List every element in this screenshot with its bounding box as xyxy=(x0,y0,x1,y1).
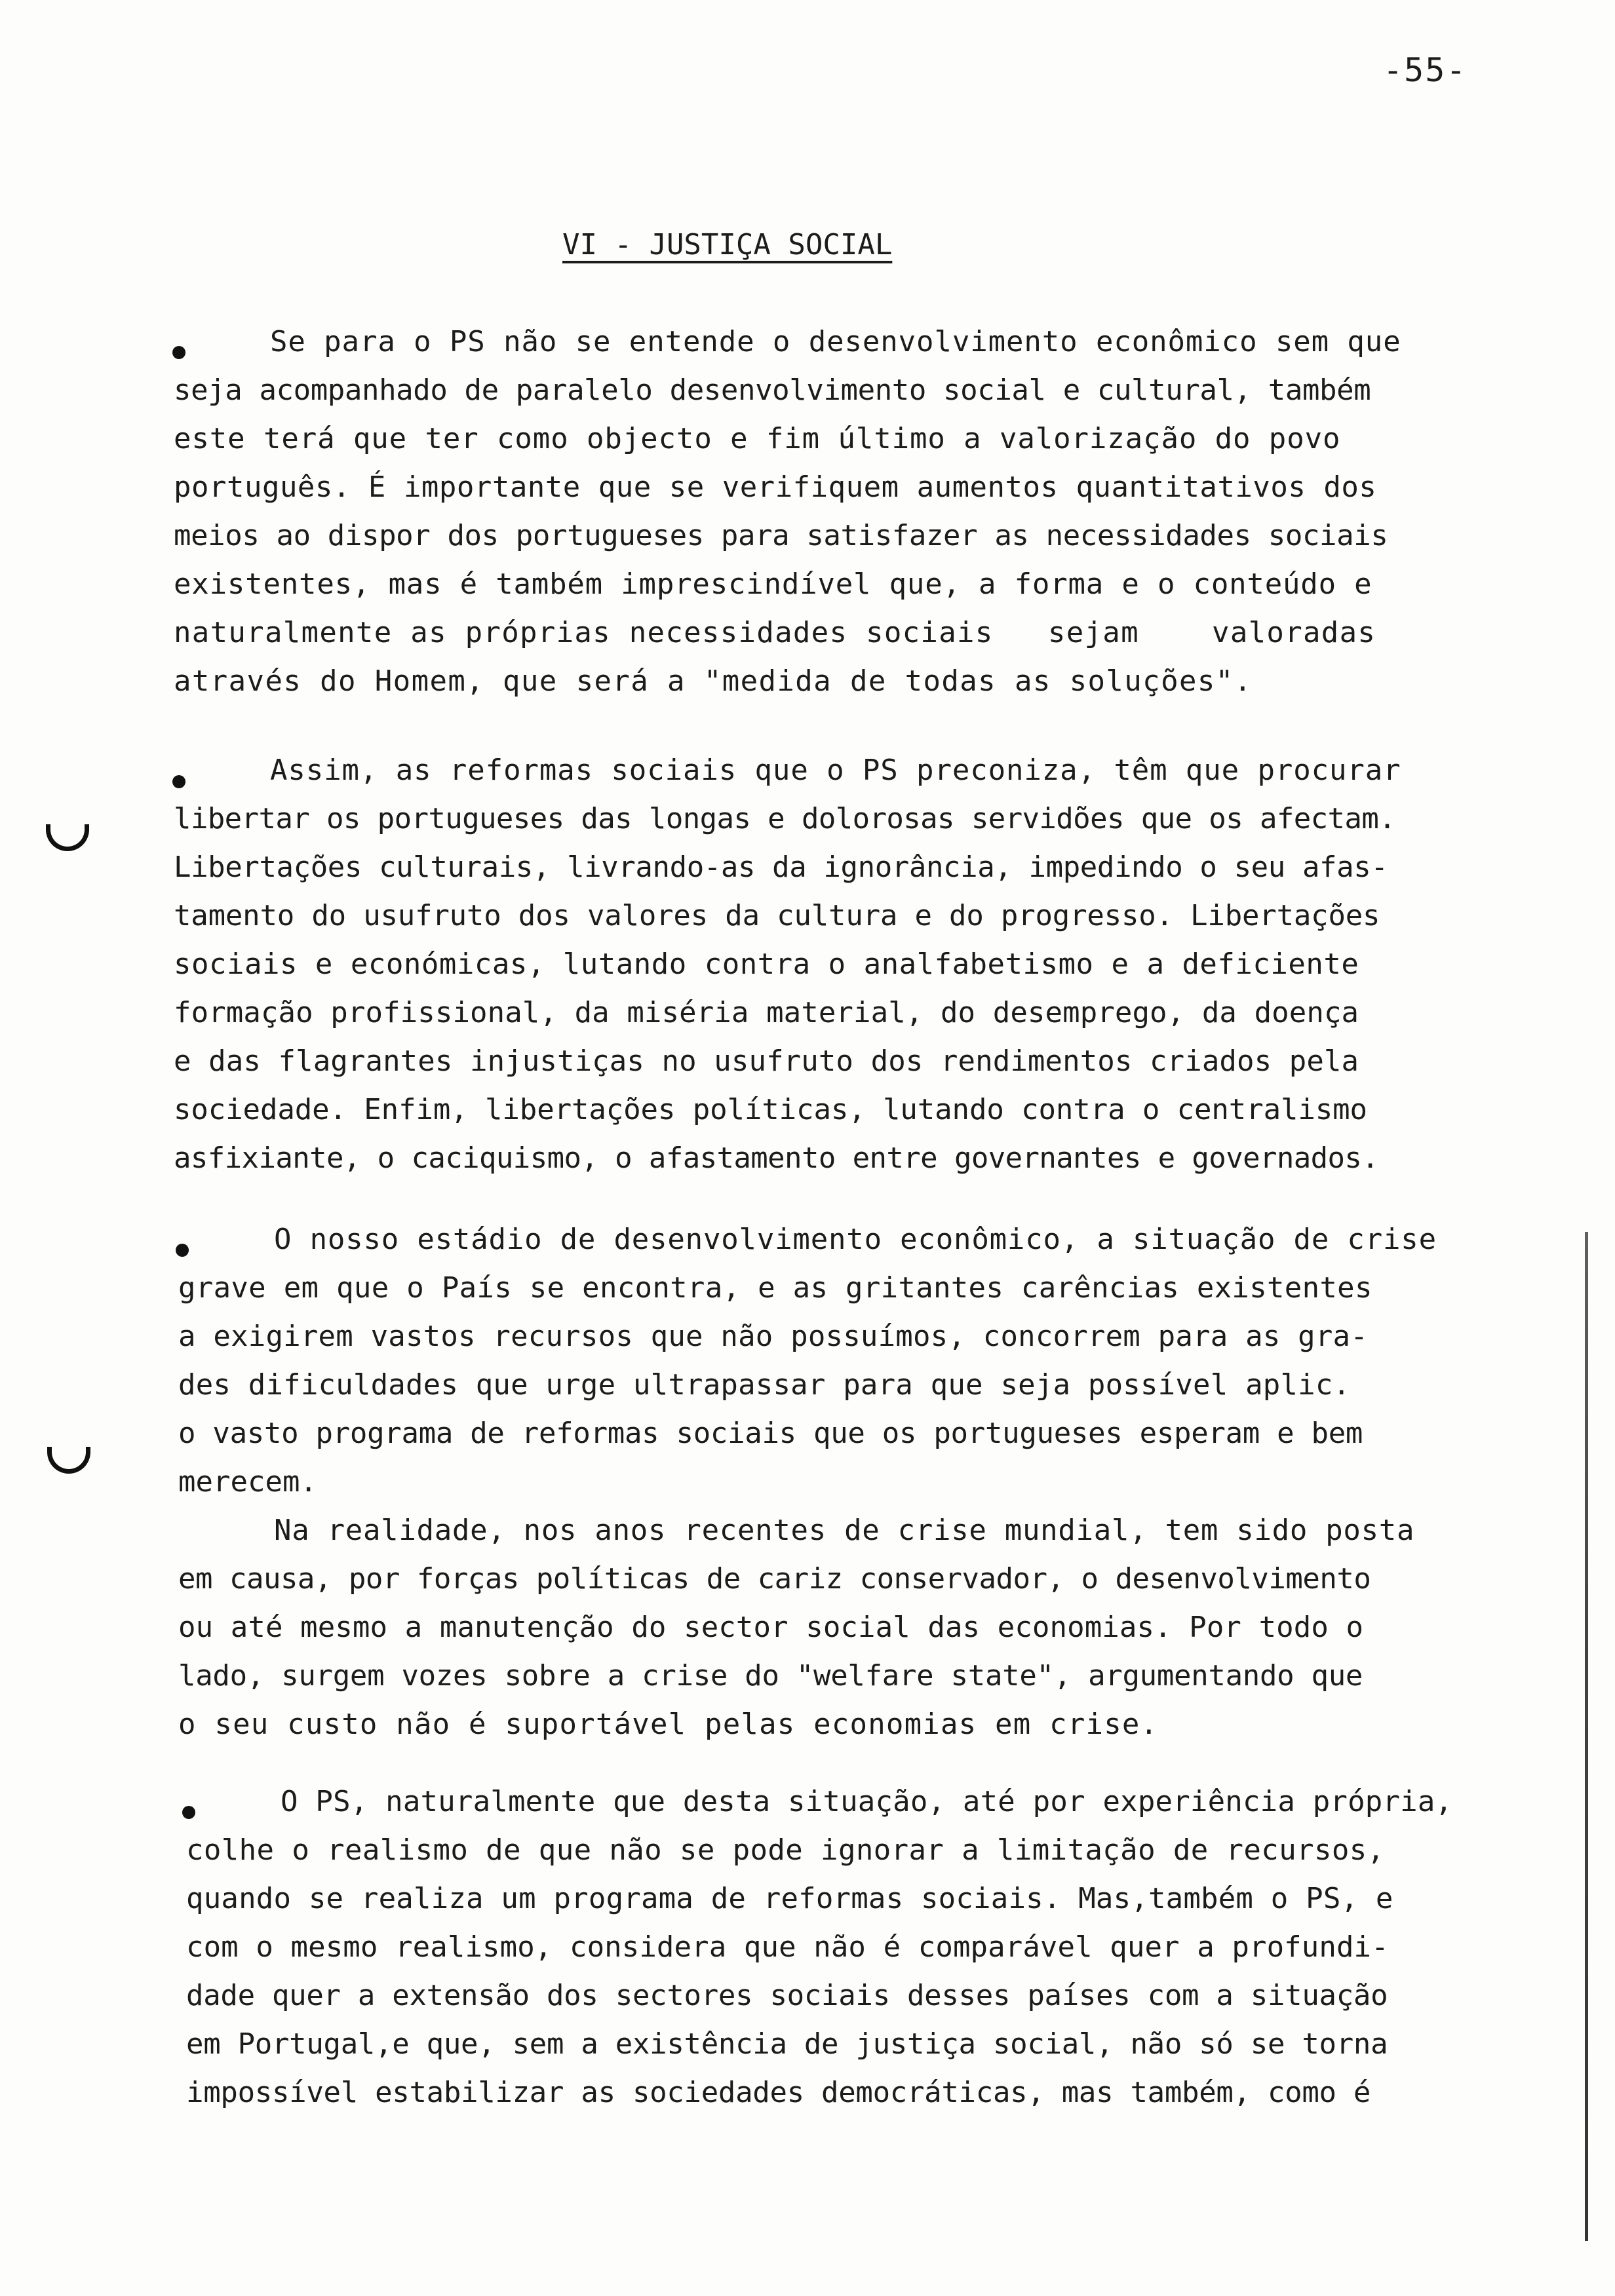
text-line: formação profissional, da miséria material, do desemprego, da doença xyxy=(174,996,1359,1029)
section-title: VI - JUSTIÇA SOCIAL xyxy=(562,228,893,261)
text-line: asfixiante, o caciquismo, o afastamento entre governantes e governados. xyxy=(174,1141,1379,1175)
text-line: O nosso estádio de desenvolvimento econômico, a situação de crise xyxy=(274,1223,1437,1256)
text-line: ou até mesmo a manutenção do sector social das economias. Por todo o xyxy=(178,1611,1364,1644)
text-line: dade quer a extensão dos sectores sociais desses países com a situação xyxy=(186,1979,1388,2012)
margin-mark-icon xyxy=(47,1447,90,1474)
text-line: Assim, as reformas sociais que o PS preconiza, têm que procurar xyxy=(270,754,1401,787)
text-line: em Portugal,e que, sem a existência de justiça social, não só se torna xyxy=(186,2027,1388,2061)
text-line: existentes, mas é também imprescindível que, a forma e o conteúdo e xyxy=(174,567,1372,601)
bullet-icon xyxy=(172,775,185,788)
text-line: naturalmente as próprias necessidades sociais sejam valoradas xyxy=(174,616,1376,649)
scan-edge-divider xyxy=(1585,1232,1588,2241)
bullet-icon xyxy=(172,346,185,359)
text-line: merecem. xyxy=(178,1465,317,1499)
text-line: Se para o PS não se entende o desenvolvimento econômico sem que xyxy=(270,325,1401,358)
text-line: quando se realiza um programa de reformas sociais. Mas,também o PS, e xyxy=(186,1882,1393,1915)
text-line: lado, surgem vozes sobre a crise do "welfare state", argumentando que xyxy=(178,1659,1363,1693)
text-line: em causa, por forças políticas de cariz conservador, o desenvolvimento xyxy=(178,1562,1371,1596)
text-line: português. É importante que se verifiquem aumentos quantitativos dos xyxy=(174,470,1377,504)
text-line: impossível estabilizar as sociedades democráticas, mas também, como é xyxy=(186,2076,1371,2109)
text-line: libertar os portugueses das longas e dolorosas servidões que os afectam. xyxy=(174,802,1396,835)
text-line: sociedade. Enfim, libertações políticas, lutando contra o centralismo xyxy=(174,1093,1367,1126)
text-line: seja acompanhado de paralelo desenvolvimento social e cultural, também xyxy=(174,373,1371,407)
text-line: o vasto programa de reformas sociais que os portugueses esperam e bem xyxy=(178,1417,1363,1450)
text-line: Libertações culturais, livrando-as da ignorância, impedindo o seu afas- xyxy=(174,851,1388,884)
margin-mark-icon xyxy=(46,824,89,851)
text-line: meios ao dispor dos portugueses para satisfazer as necessidades sociais xyxy=(174,519,1388,552)
text-line: através do Homem, que será a "medida de todas as soluções". xyxy=(174,664,1253,698)
text-line: colhe o realismo de que não se pode ignorar a limitação de recursos, xyxy=(186,1833,1385,1867)
text-line: des dificuldades que urge ultrapassar para que seja possível aplic. xyxy=(178,1368,1351,1402)
text-line: sociais e económicas, lutando contra o analfabetismo e a deficiente xyxy=(174,947,1359,981)
text-line: grave em que o País se encontra, e as gritantes carências existentes xyxy=(178,1271,1372,1305)
page-number: -55- xyxy=(1383,51,1468,89)
text-line: a exigirem vastos recursos que não possuímos, concorrem para as gra- xyxy=(178,1320,1368,1353)
text-line: Na realidade, nos anos recentes de crise mundial, tem sido posta xyxy=(274,1514,1415,1547)
text-line: este terá que ter como objecto e fim último a valorização do povo xyxy=(174,422,1341,455)
bullet-icon xyxy=(182,1806,195,1819)
bullet-icon xyxy=(176,1244,189,1257)
text-line: e das flagrantes injustiças no usufruto dos rendimentos criados pela xyxy=(174,1044,1359,1078)
text-line: tamento do usufruto dos valores da cultura e do progresso. Libertações xyxy=(174,899,1380,932)
text-line: O PS, naturalmente que desta situação, até por experiência própria, xyxy=(281,1785,1453,1818)
text-line: com o mesmo realismo, considera que não é comparável quer a profundi- xyxy=(186,1930,1389,1964)
text-line: o seu custo não é suportável pelas economias em crise. xyxy=(178,1708,1159,1741)
